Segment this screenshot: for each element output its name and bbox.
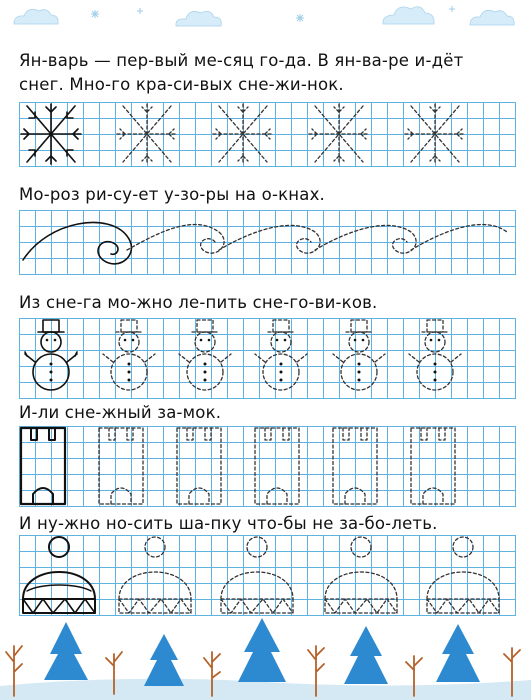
sentence-5: И-ли сне-жный за-мок.: [19, 403, 222, 422]
sentence-2: снег. Мно-го кра-си-вых сне-жи-нок.: [19, 75, 344, 94]
snowman-icon: [25, 320, 77, 390]
hat-dashed-set: [119, 537, 499, 613]
frost-pattern-tracing-row[interactable]: [19, 210, 515, 274]
sentence-3: Мо-роз ри-су-ет у-зо-ры на о-кнах.: [19, 185, 325, 204]
sentence-1: Ян-варь — пер-вый ме-сяц го-да. В ян-ва-ре и-дёт: [19, 51, 464, 70]
bottom-decoration: [0, 616, 531, 700]
snowman-dashed-set: [103, 320, 461, 390]
sentence-6: И ну-жно но-сить ша-пку что-бы не за-бо-леть.: [19, 514, 438, 533]
snowman-tracing-row[interactable]: [19, 318, 515, 398]
sentence-4: Из сне-га мо-жно ле-пить сне-го-ви-ков.: [19, 293, 378, 312]
castle-icon: [21, 428, 65, 504]
snowflake-icon: [21, 104, 81, 164]
spiral-icon: [23, 223, 131, 264]
hat-icon: [23, 537, 95, 613]
spiral-dashed-path: [127, 225, 507, 254]
hat-tracing-row[interactable]: [19, 535, 515, 615]
castle-tracing-row[interactable]: [19, 426, 515, 506]
snowflake-tracing-row[interactable]: [19, 102, 515, 166]
castle-dashed-set: [99, 428, 455, 504]
cloud-icon: [14, 7, 514, 26]
top-decoration: [0, 0, 531, 32]
snowflake-dashed-set: [117, 104, 465, 164]
